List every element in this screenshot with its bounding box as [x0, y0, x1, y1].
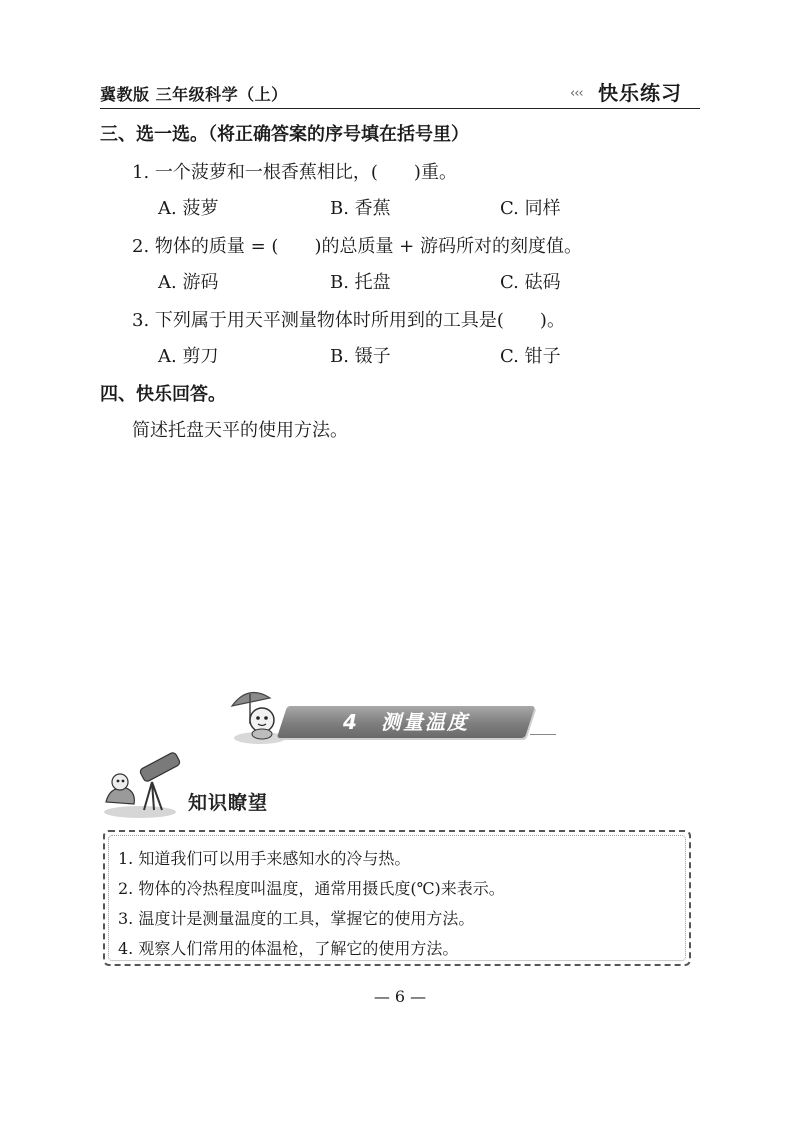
section-4-title: 四、快乐回答。 — [100, 384, 226, 405]
telescope-icon — [100, 752, 184, 820]
knowledge-item-1: 1. 知道我们可以用手来感知水的冷与热。 — [118, 849, 411, 868]
knowledge-section-title: 知识瞭望 — [188, 792, 269, 814]
question-3-option-c: C. 钳子 — [500, 346, 561, 367]
page-number: — 6 — — [373, 987, 427, 1006]
question-1-option-a: A. 菠萝 — [158, 198, 219, 219]
question-3-option-a: A. 剪刀 — [158, 346, 219, 367]
question-1-option-c: C. 同样 — [500, 198, 561, 219]
question-3-stem: 3. 下列属于用天平测量物体时所用到的工具是( )。 — [132, 310, 565, 331]
header-section-name: 快乐练习 — [598, 81, 682, 105]
chapter-banner-tail — [530, 734, 556, 735]
section-4-question: 简述托盘天平的使用方法。 — [132, 420, 348, 441]
question-2-option-a: A. 游码 — [158, 272, 219, 293]
question-2-option-b: B. 托盘 — [330, 272, 391, 293]
header-divider — [100, 108, 700, 109]
knowledge-item-2: 2. 物体的冷热程度叫温度，通常用摄氏度(℃)来表示。 — [118, 879, 505, 898]
question-2-option-c: C. 砝码 — [500, 272, 561, 293]
knowledge-item-4: 4. 观察人们常用的体温枪，了解它的使用方法。 — [118, 939, 459, 958]
question-3-option-b: B. 镊子 — [330, 346, 391, 367]
question-1-option-b: B. 香蕉 — [330, 198, 391, 219]
question-2-stem: 2. 物体的质量 = ( )的总质量 + 游码所对的刻度值。 — [132, 236, 582, 257]
header-arrows-icon: ‹‹‹ — [570, 86, 583, 101]
chapter-title: 4 测量温度 — [343, 710, 469, 734]
header-book-title: 冀教版 三年级科学（上） — [100, 85, 288, 104]
section-3-title: 三、选一选。（将正确答案的序号填在括号里） — [100, 124, 469, 145]
question-1-stem: 1. 一个菠萝和一根香蕉相比，( )重。 — [132, 162, 457, 183]
knowledge-item-3: 3. 温度计是测量温度的工具，掌握它的使用方法。 — [118, 909, 475, 928]
